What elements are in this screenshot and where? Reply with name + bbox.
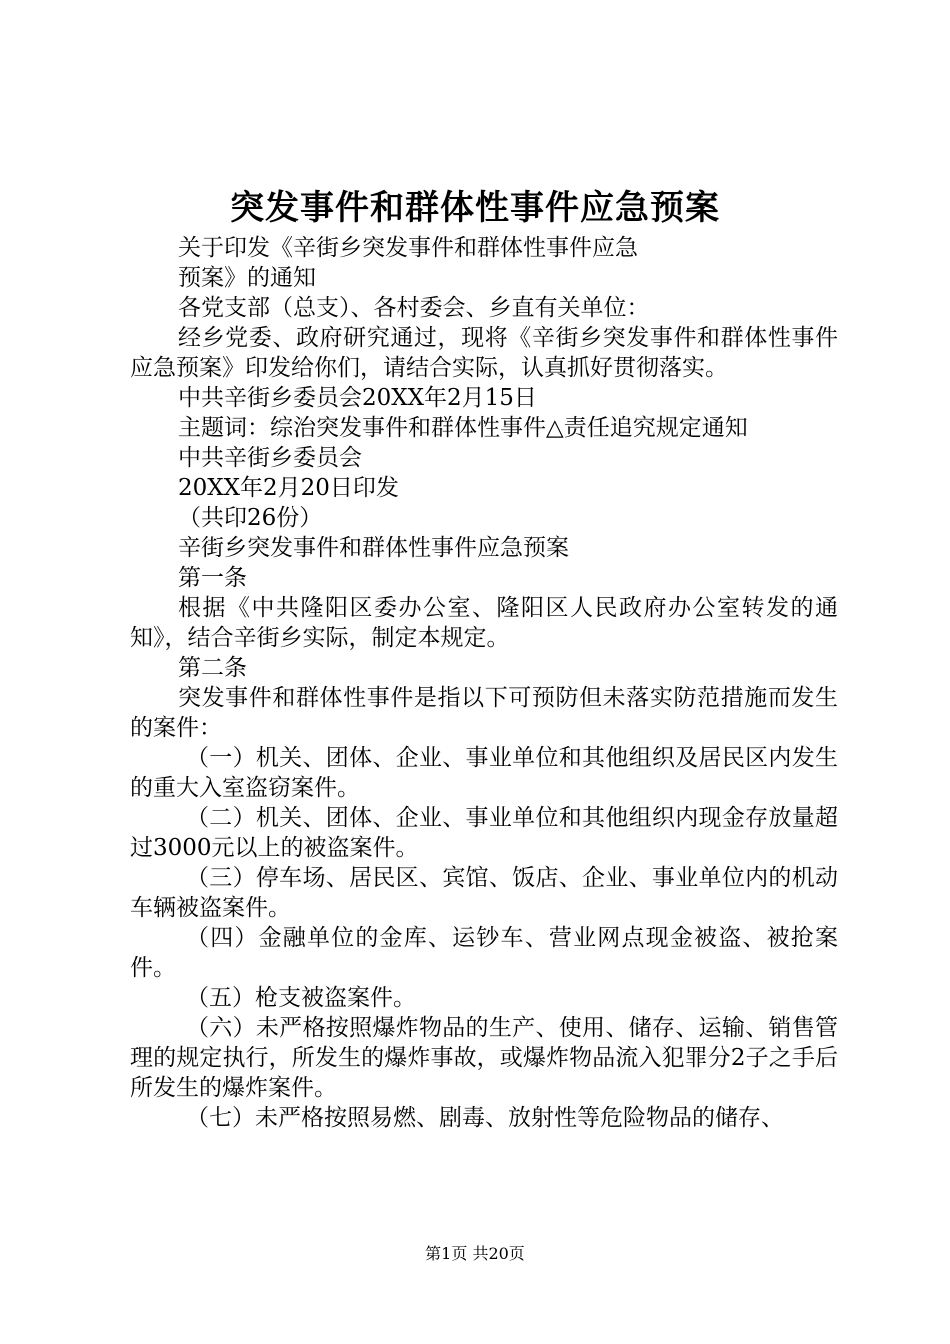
print-count: （共印26份） [178,505,323,531]
list-item-6: （六）未严格按照爆炸物品的生产、使用、储存、运输、销售管理的规定执行，所发生的爆炸事故，或爆炸物品流入犯罪分2子之手后所发生的爆炸案件。 [130,1015,838,1101]
issuer-date: 中共辛街乡委员会20XX年2月15日 [178,385,537,411]
article-2-heading: 第二条 [178,655,247,681]
article-2-text: 突发事件和群体性事件是指以下可预防但未落实防范措施而发生的案件： [130,685,838,741]
list-item-3: （三）停车场、居民区、宾馆、饭店、企业、事业单位内的机动车辆被盗案件。 [130,865,838,921]
list-item-5: （五）枪支被盗案件。 [186,985,416,1011]
list-item-4: （四）金融单位的金库、运钞车、营业网点现金被盗、被抢案件。 [130,925,838,981]
print-date: 20XX年2月20日印发 [178,475,399,501]
recipients: 各党支部（总支）、各村委会、乡直有关单位： [178,295,650,321]
subject-keywords: 主题词：综治突发事件和群体性事件△责任追究规定通知 [178,415,748,441]
list-item-7: （七）未严格按照易燃、剧毒、放射性等危险物品的储存、 [186,1105,784,1131]
document-body [130,233,838,1133]
notice-body: 经乡党委、政府研究通过，现将《辛街乡突发事件和群体性事件应急预案》印发给你们，请结合实际，认真抓好贯彻落实。 [130,325,838,381]
plan-title: 辛街乡突发事件和群体性事件应急预案 [178,535,569,561]
notice-title-line-1: 关于印发《辛街乡突发事件和群体性事件应急 [178,235,638,261]
notice-title-line-2: 预案》的通知 [178,265,316,291]
document-title: 突发事件和群体性事件应急预案 [230,188,720,228]
article-1-text: 根据《中共隆阳区委办公室、隆阳区人民政府办公室转发的通知》，结合辛街乡实际，制定本规定。 [130,595,838,651]
article-1-heading: 第一条 [178,565,247,591]
page-number: 第1页 共20页 [425,1244,525,1263]
issuer: 中共辛街乡委员会 [178,445,362,471]
list-item-1: （一）机关、团体、企业、事业单位和其他组织及居民区内发生的重大入室盗窃案件。 [130,745,838,801]
list-item-2: （二）机关、团体、企业、事业单位和其他组织内现金存放量超过3000元以上的被盗案件。 [130,805,838,861]
